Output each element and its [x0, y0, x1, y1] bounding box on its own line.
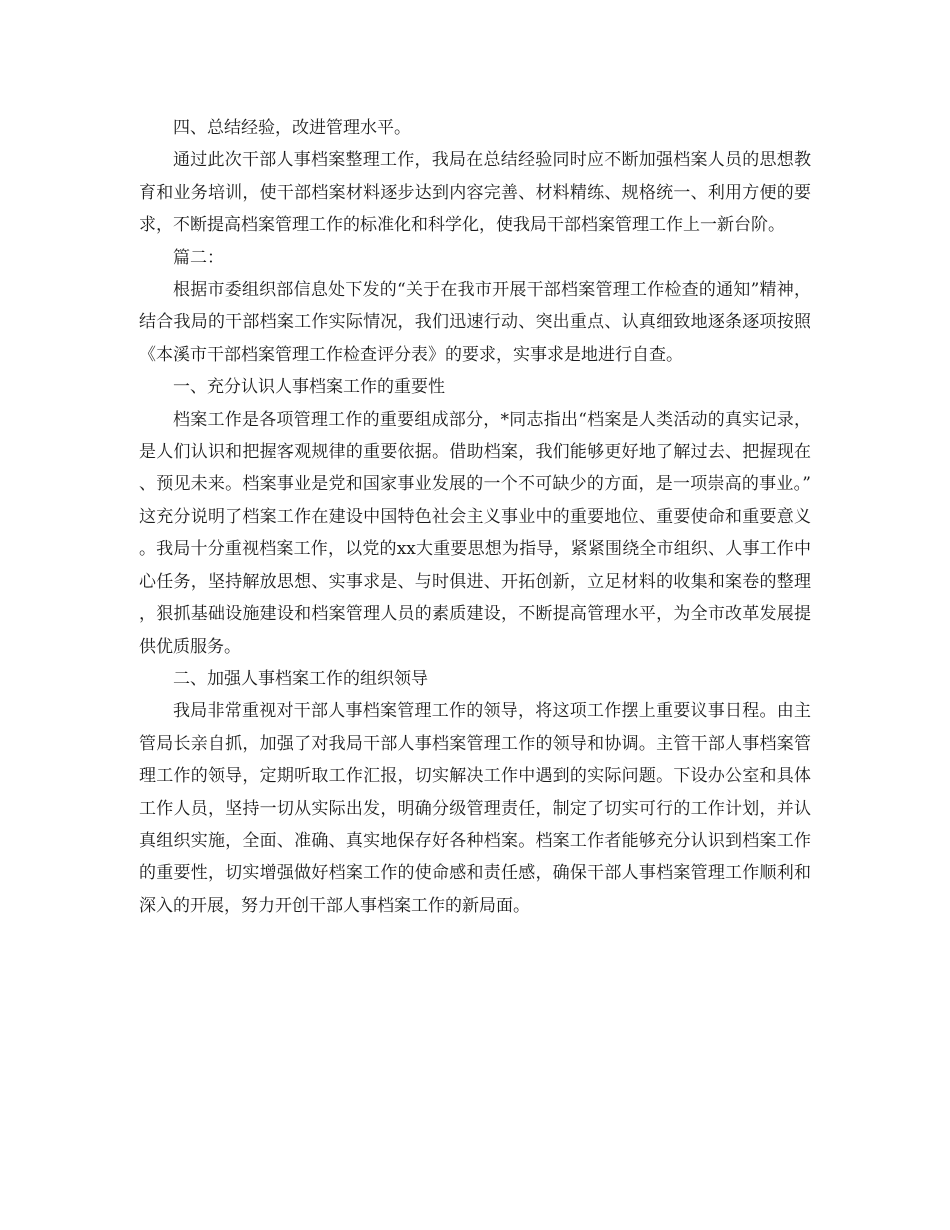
- section-heading-leadership: 二、加强人事档案工作的组织领导: [173, 668, 428, 689]
- paragraph-text: 我局非常重视对干部人事档案管理工作的领导，将这项工作摆上重要议事日程。由主管局长亲自抓，加强了对我局干部人事档案管理工作的领导和协调。主管干部人事档案管理工作的领导，定期听取工作汇报，切实解决工作中遇到的实际问题。下设办公室和具体工作人员，坚持一切从实际出发，明确分级管理责任，制定了切实可行的工作计划，并认真组织实施，全面、准确、真实地保存好各种档案。档案工作者能够充分认识到档案工作的重要性，切实增强做好档案工作的使命感和责任感，确保干部人事档案管理工作顺利和深入的开展，努力开创干部人事档案工作的新局面。: [139, 701, 811, 916]
- paragraph-text: 根据市委组织部信息处下发的“关于在我市开展干部档案管理工作检查的通知”精神，结合我局的干部档案工作实际情况，我们迅速行动、突出重点、认真细致地逐条逐项按照《本溪市干部档案管理工作检查评分表》的要求，实事求是地进行自查。: [139, 280, 811, 365]
- document-body: [139, 112, 811, 922]
- paragraph-text: 档案工作是各项管理工作的重要组成部分，*同志指出“档案是人类活动的真实记录，是人们认识和把握客观规律的重要依据。借助档案，我们能够更好地了解过去、把握现在、预见未来。档案事业是党和国家事业发展的一个不可缺少的方面，是一项崇高的事业。”这充分说明了档案工作在建设中国特色社会主义事业中的重要地位、重要使命和重要意义。我局十分重视档案工作，以党的xx大重要思想为指导，紧紧围绕全市组织、人事工作中心任务，坚持解放思想、实事求是、与时俱进、开拓创新，立足材料的收集和案卷的整理，狠抓基础设施建设和档案管理人员的素质建设，不断提高管理水平，为全市改革发展提供优质服务。: [139, 409, 811, 657]
- paragraph-text: 通过此次干部人事档案整理工作，我局在总结经验同时应不断加强档案人员的思想教育和业务培训，使干部档案材料逐步达到内容完善、材料精练、规格统一、利用方便的要求，不断提高档案管理工作的标准化和科学化，使我局干部档案管理工作上一新台阶。: [139, 150, 811, 236]
- section-heading-summary: 四、总结经验，改进管理水平。: [173, 118, 411, 138]
- part-heading: 篇二：: [173, 247, 224, 268]
- section-heading-importance: 一、充分认识人事档案工作的重要性: [173, 377, 445, 398]
